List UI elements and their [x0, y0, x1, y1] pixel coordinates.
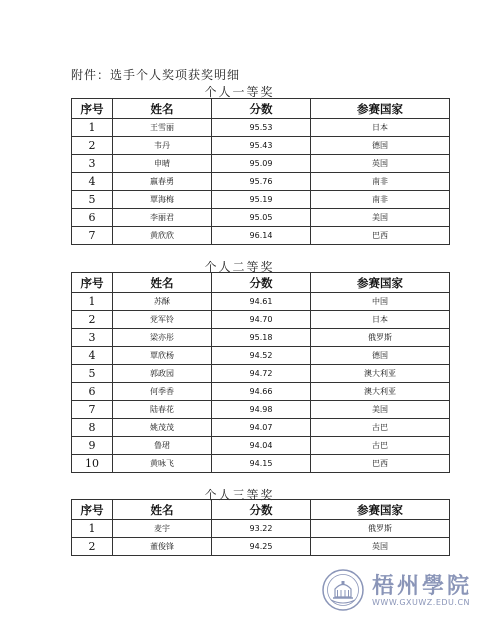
- country-cell: 日本: [311, 119, 450, 137]
- table-row: [72, 520, 450, 538]
- watermark-university-name: 梧州學院: [372, 573, 473, 599]
- country-cell: 美国: [311, 401, 450, 419]
- score-cell: 94.66: [212, 383, 311, 401]
- table-row: [72, 383, 450, 401]
- name-cell: 黄欣欣: [113, 227, 212, 245]
- second-prize-title: 个人二等奖: [204, 260, 275, 274]
- header-rank: 序号: [72, 273, 113, 293]
- rank-cell: 2: [72, 137, 113, 155]
- document-title: 附件：选手个人奖项获奖明细: [71, 68, 241, 82]
- country-cell: 南非: [311, 191, 450, 209]
- score-cell: 95.05: [212, 209, 311, 227]
- header-name: 姓名: [113, 99, 212, 119]
- country-cell: 古巴: [311, 419, 450, 437]
- name-cell: 嬴春勇: [113, 173, 212, 191]
- rank-cell: 8: [72, 419, 113, 437]
- score-cell: 93.22: [212, 520, 311, 538]
- university-watermark: [322, 569, 472, 613]
- table-row: [72, 365, 450, 383]
- rank-cell: 1: [72, 520, 113, 538]
- country-cell: 澳大利亚: [311, 383, 450, 401]
- country-cell: 澳大利亚: [311, 365, 450, 383]
- header-name: 姓名: [113, 273, 212, 293]
- rank-cell: 7: [72, 227, 113, 245]
- name-cell: 陆春花: [113, 401, 212, 419]
- table-row: [72, 401, 450, 419]
- score-cell: 95.09: [212, 155, 311, 173]
- table-header-row: [72, 273, 450, 293]
- score-cell: 94.72: [212, 365, 311, 383]
- rank-cell: 6: [72, 209, 113, 227]
- country-cell: 巴西: [311, 227, 450, 245]
- name-cell: 苏酥: [113, 293, 212, 311]
- country-cell: 古巴: [311, 437, 450, 455]
- score-cell: 96.14: [212, 227, 311, 245]
- name-cell: 何季香: [113, 383, 212, 401]
- score-cell: 94.52: [212, 347, 311, 365]
- score-cell: 95.76: [212, 173, 311, 191]
- header-score: 分数: [212, 99, 311, 119]
- table-row: [72, 209, 450, 227]
- score-cell: 95.53: [212, 119, 311, 137]
- name-cell: 鲁珺: [113, 437, 212, 455]
- table-row: [72, 347, 450, 365]
- country-cell: 巴西: [311, 455, 450, 473]
- table-row: [72, 137, 450, 155]
- table-row: [72, 155, 450, 173]
- name-cell: 申晴: [113, 155, 212, 173]
- score-cell: 94.98: [212, 401, 311, 419]
- name-cell: 董俊锋: [113, 538, 212, 556]
- second-prize-table: [71, 272, 450, 473]
- table-row: [72, 311, 450, 329]
- score-cell: 94.70: [212, 311, 311, 329]
- country-cell: 南非: [311, 173, 450, 191]
- university-seal-icon: [322, 569, 364, 611]
- table-row: [72, 538, 450, 556]
- first-prize-table: [71, 98, 450, 245]
- rank-cell: 3: [72, 155, 113, 173]
- rank-cell: 2: [72, 538, 113, 556]
- table-row: [72, 173, 450, 191]
- rank-cell: 10: [72, 455, 113, 473]
- rank-cell: 3: [72, 329, 113, 347]
- table-row: [72, 455, 450, 473]
- name-cell: 麦宇: [113, 520, 212, 538]
- name-cell: 姚茂茂: [113, 419, 212, 437]
- rank-cell: 4: [72, 173, 113, 191]
- name-cell: 郭政园: [113, 365, 212, 383]
- header-country: 参赛国家: [311, 273, 450, 293]
- table-row: [72, 119, 450, 137]
- rank-cell: 1: [72, 119, 113, 137]
- name-cell: 覃欣杨: [113, 347, 212, 365]
- header-rank: 序号: [72, 500, 113, 520]
- table-row: [72, 227, 450, 245]
- header-country: 参赛国家: [311, 99, 450, 119]
- score-cell: 94.61: [212, 293, 311, 311]
- name-cell: 李丽君: [113, 209, 212, 227]
- rank-cell: 4: [72, 347, 113, 365]
- name-cell: 王雪丽: [113, 119, 212, 137]
- header-rank: 序号: [72, 99, 113, 119]
- country-cell: 中国: [311, 293, 450, 311]
- country-cell: 俄罗斯: [311, 329, 450, 347]
- country-cell: 德国: [311, 137, 450, 155]
- first-prize-title: 个人一等奖: [204, 85, 275, 99]
- name-cell: 覃海梅: [113, 191, 212, 209]
- table-row: [72, 329, 450, 347]
- name-cell: 梁亦彤: [113, 329, 212, 347]
- name-cell: 党军铃: [113, 311, 212, 329]
- table-row: [72, 293, 450, 311]
- score-cell: 95.18: [212, 329, 311, 347]
- rank-cell: 5: [72, 365, 113, 383]
- score-cell: 94.07: [212, 419, 311, 437]
- rank-cell: 7: [72, 401, 113, 419]
- score-cell: 95.19: [212, 191, 311, 209]
- watermark-url: WWW.GXUWZ.EDU.CN: [372, 598, 471, 607]
- header-country: 参赛国家: [311, 500, 450, 520]
- score-cell: 94.04: [212, 437, 311, 455]
- score-cell: 94.25: [212, 538, 311, 556]
- country-cell: 德国: [311, 347, 450, 365]
- table-header-row: [72, 500, 450, 520]
- name-cell: 韦丹: [113, 137, 212, 155]
- country-cell: 美国: [311, 209, 450, 227]
- rank-cell: 9: [72, 437, 113, 455]
- country-cell: 英国: [311, 155, 450, 173]
- table-row: [72, 419, 450, 437]
- name-cell: 黄咏飞: [113, 455, 212, 473]
- header-score: 分数: [212, 273, 311, 293]
- rank-cell: 5: [72, 191, 113, 209]
- table-row: [72, 437, 450, 455]
- third-prize-title: 个人三等奖: [204, 488, 275, 502]
- rank-cell: 1: [72, 293, 113, 311]
- rank-cell: 2: [72, 311, 113, 329]
- score-cell: 94.15: [212, 455, 311, 473]
- country-cell: 俄罗斯: [311, 520, 450, 538]
- third-prize-table: [71, 499, 450, 556]
- header-score: 分数: [212, 500, 311, 520]
- rank-cell: 6: [72, 383, 113, 401]
- score-cell: 95.43: [212, 137, 311, 155]
- table-row: [72, 191, 450, 209]
- country-cell: 日本: [311, 311, 450, 329]
- table-header-row: [72, 99, 450, 119]
- header-name: 姓名: [113, 500, 212, 520]
- country-cell: 英国: [311, 538, 450, 556]
